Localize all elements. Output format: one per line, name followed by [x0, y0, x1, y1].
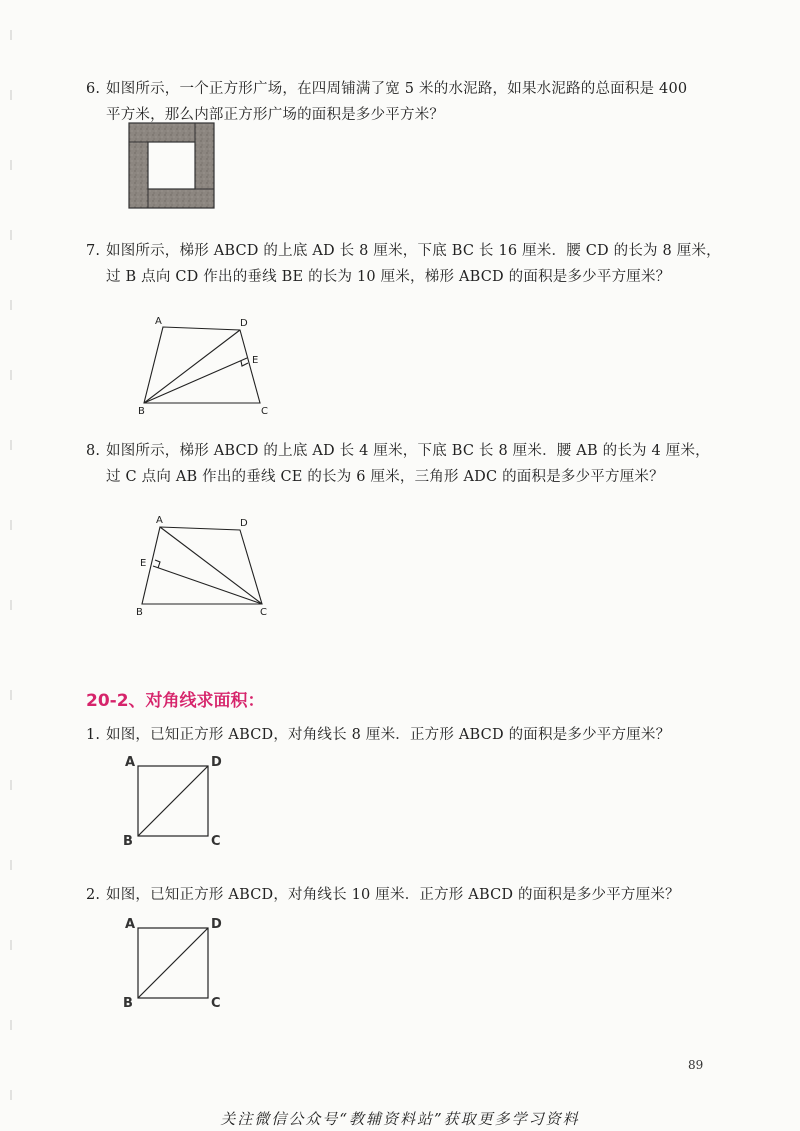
diagonal-bd: [144, 330, 240, 403]
footer-note: 关注微信公众号“教辅资料站”获取更多学习资料: [220, 1110, 580, 1128]
question-7: [86, 238, 726, 290]
trapezoid-abcd: [144, 327, 260, 403]
label-c: C: [211, 996, 221, 1011]
section-question-1: [86, 722, 726, 748]
label-c: C: [260, 607, 267, 618]
trapezoid-figure-q8: [132, 510, 282, 620]
perpendicular-be: [144, 358, 247, 403]
question-text-line1: 如图所示，梯形 ABCD 的上底 AD 长 4 厘米，下底 BC 长 8 厘米．腰 AB 的长为 4 厘米，: [106, 443, 710, 459]
perpendicular-ce: [153, 566, 262, 604]
question-6: [86, 76, 726, 128]
question-number: 6.: [86, 81, 101, 97]
square-plaza-figure: [128, 122, 216, 210]
question-text-line2: 过 C 点向 AB 作出的垂线 CE 的长为 6 厘米，三角形 ADC 的面积是多少平方厘米？: [106, 469, 664, 485]
label-e: E: [140, 558, 147, 569]
label-a: A: [125, 917, 136, 932]
square-figure-1: [118, 750, 228, 850]
question-8: [86, 438, 726, 490]
right-angle-mark: [241, 361, 248, 366]
label-b: B: [138, 406, 145, 417]
diagonal-ac: [160, 527, 262, 604]
question-number: 2.: [86, 887, 101, 903]
trapezoid-abcd: [142, 527, 262, 604]
square-figure-2: [118, 912, 228, 1012]
page-number: 89: [688, 1058, 704, 1072]
diagonal-bd: [138, 928, 208, 998]
question-number: 1.: [86, 727, 101, 743]
diagonal-bd: [138, 766, 208, 836]
question-text-line2: 过 B 点向 CD 作出的垂线 BE 的长为 10 厘米，梯形 ABCD 的面积是多少平方厘米？: [106, 269, 671, 285]
label-a: A: [156, 515, 163, 526]
margin-ticks: [8, 0, 14, 1131]
label-d: D: [240, 318, 248, 329]
question-number: 7.: [86, 243, 101, 259]
label-e: E: [252, 355, 259, 366]
label-b: B: [136, 607, 143, 618]
section-title: 20-2、对角线求面积：: [86, 691, 265, 711]
label-a: A: [125, 755, 136, 770]
label-b: B: [123, 996, 133, 1011]
label-b: B: [123, 834, 133, 849]
trapezoid-figure-q7: [130, 310, 280, 420]
section-question-2: [86, 882, 726, 908]
question-text-line2: 平方米，那么内部正方形广场的面积是多少平方米？: [106, 107, 445, 123]
inner-plaza: [148, 142, 195, 189]
question-number: 8.: [86, 443, 101, 459]
question-text: 如图，已知正方形 ABCD，对角线长 8 厘米．正方形 ABCD 的面积是多少平方厘米？: [106, 727, 671, 743]
label-d: D: [211, 755, 222, 770]
question-text-line1: 如图所示，梯形 ABCD 的上底 AD 长 8 厘米，下底 BC 长 16 厘米．腰 CD 的长为 8 厘米，: [106, 243, 721, 259]
label-c: C: [211, 834, 221, 849]
label-c: C: [261, 406, 268, 417]
label-d: D: [211, 917, 222, 932]
question-text: 如图，已知正方形 ABCD，对角线长 10 厘米．正方形 ABCD 的面积是多少平方厘米？: [106, 887, 680, 903]
label-a: A: [155, 316, 162, 327]
question-text-line1: 如图所示，一个正方形广场，在四周铺满了宽 5 米的水泥路，如果水泥路的总面积是 400: [106, 81, 688, 97]
label-d: D: [240, 518, 248, 529]
